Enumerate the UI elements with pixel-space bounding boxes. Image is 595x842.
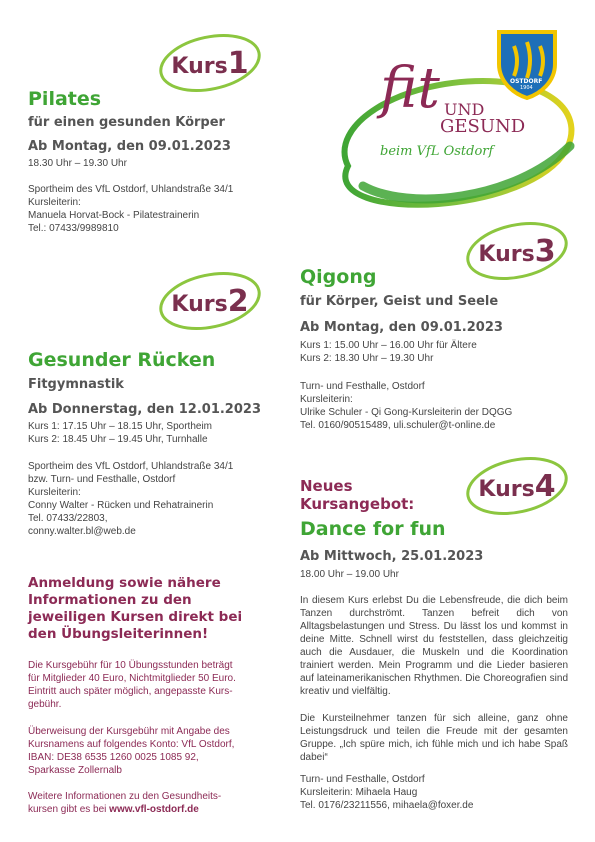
kurs2-time-2: Kurs 2: 18.45 Uhr – 19.45 Uhr, Turnhalle [28,434,208,445]
kurs4-description-2: Die Kursteilnehmer tanzen für sich alleine, ganz ohne Leistungsdruck und teilen die Freude mit der gesamten Gruppe. „Ich spüre mich, ich fühle mich und ich habe Spaß dabei“ [300,713,568,763]
kurs1-badge-num: 1 [227,46,249,81]
kurs1-location: Sportheim des VfL Ostdorf, Uhlandstraße 34/1 [28,184,234,195]
kurs4-details [300,773,473,812]
anmeldung-heading-3: jeweiligen Kursen direkt bei [28,609,243,625]
kurs2-leader: Conny Walter - Rücken und Rehatrainerin [28,500,214,511]
kurs2-badge-word: Kurs [171,292,228,317]
kurs3-badge-word: Kurs [478,242,535,267]
kurs3-badge [462,220,572,282]
kurs3-badge-num: 3 [534,234,556,269]
transfer-line-3: IBAN: DE38 6535 1260 0025 1085 92, [28,752,199,763]
kurs4-location: Turn- und Festhalle, Ostdorf [300,774,425,785]
logo-fit: fit [380,56,440,121]
kurs4-neues-line-1: Neues [300,477,353,495]
kurs2-location: Sportheim des VfL Ostdorf, Uhlandstraße 34/1 [28,461,234,472]
anmeldung-heading-2: Informationen zu den [28,592,192,608]
transfer-line-1: Überweisung der Kursgebühr mit Angabe des [28,726,230,737]
kurs3-details [300,380,512,432]
kurs1-times [28,157,127,170]
website-link[interactable]: www.vfl-ostdorf.de [109,804,199,815]
vfl-ostdorf-crest-icon [496,28,558,100]
more-prefix: kursen gibt es bei [28,804,110,815]
kurs4-time: 18.00 Uhr – 19.00 Uhr [300,569,399,580]
kurs3-leader-label: Kursleiterin: [300,394,353,405]
kurs1-title: Pilates [28,88,102,110]
kurs2-date: Ab Donnerstag, den 12.01.2023 [28,402,261,417]
kurs4-neues [300,477,414,513]
logo-und: UND [444,100,485,119]
kurs3-subtitle: für Körper, Geist und Seele [300,294,499,309]
crest-text: OSTDORF [510,78,543,85]
kurs2-title: Gesunder Rücken [28,349,216,371]
fees-line-4: gebühr. [28,699,62,710]
fees-line-2: für Mitglieder 40 Euro, Nichtmitglieder 50 Euro. [28,673,236,684]
fees-line-1: Die Kursgebühr für 10 Übungsstunden beträgt [28,660,233,671]
anmeldung-heading-4: den Übungsleiterinnen! [28,626,209,642]
anmeldung-heading [28,575,242,643]
anmeldung-fees [28,659,236,711]
kurs2-subtitle: Fitgymnastik [28,377,124,392]
kurs1-phone: Tel.: 07433/9989810 [28,223,119,234]
kurs2-times [28,420,212,446]
kurs4-badge-word: Kurs [478,477,535,502]
kurs3-location: Turn- und Festhalle, Ostdorf [300,381,425,392]
kurs1-time: 18.30 Uhr – 19.30 Uhr [28,158,127,169]
crest-year: 1904 [520,85,533,91]
kurs2-time-1: Kurs 1: 17.15 Uhr – 18.15 Uhr, Sportheim [28,421,212,432]
kurs2-leader-label: Kursleiterin: [28,487,81,498]
kurs4-title: Dance for fun [300,518,446,540]
fit-und-gesund-logo [308,26,588,216]
anmeldung-transfer [28,725,234,777]
fees-line-3: Eintritt auch später möglich, angepasste Kurs- [28,686,233,697]
more-line-2 [28,803,221,816]
kurs3-time-2: Kurs 2: 18.30 Uhr – 19.30 Uhr [300,353,434,364]
kurs4-phone: Tel. 0176/23211556, mihaela@foxer.de [300,800,474,811]
kurs4-neues-line-2: Kursangebot: [300,495,415,513]
kurs4-badge [462,455,572,517]
kurs3-times [300,339,477,365]
kurs1-details [28,183,233,235]
kurs4-date: Ab Mittwoch, 25.01.2023 [300,549,484,564]
kurs3-leader: Ulrike Schuler - Qi Gong-Kursleiterin der DQGG [300,407,513,418]
kurs1-date: Ab Montag, den 09.01.2023 [28,139,231,154]
kurs1-badge-word: Kurs [171,54,228,79]
anmeldung-heading-1: Anmeldung sowie nähere [28,575,221,591]
kurs1-badge [155,32,265,94]
kurs4-times [300,568,399,581]
transfer-line-4: Sparkasse Zollernalb [28,765,122,776]
logo-beim: beim VfL Ostdorf [380,144,494,159]
kurs3-phone: Tel. 0160/90515489, uli.schuler@t-online.de [300,420,496,431]
kurs3-date: Ab Montag, den 09.01.2023 [300,320,503,335]
kurs2-phone: Tel. 07433/22803, [28,513,108,524]
anmeldung-more [28,790,221,816]
kurs2-location-2: bzw. Turn- und Festhalle, Ostdorf [28,474,176,485]
kurs4-badge-num: 4 [534,469,556,504]
kurs2-email: conny.walter.bl@web.de [28,526,136,537]
kurs1-leader-label: Kursleiterin: [28,197,81,208]
kurs1-leader: Manuela Horvat-Bock - Pilatestrainerin [28,210,200,221]
kurs2-badge-num: 2 [227,284,249,319]
more-line-1: Weitere Informationen zu den Gesundheits- [28,791,222,802]
kurs3-time-1: Kurs 1: 15.00 Uhr – 16.00 Uhr für Ältere [300,340,477,351]
kurs2-details [28,460,233,538]
kurs4-leader: Kursleiterin: Mihaela Haug [300,787,418,798]
kurs4-description: In diesem Kurs erlebst Du die Lebensfreude, die dich beim Tanzen durchströmt. Tanzen befreit dich von Alltagsbelastungen und Stress. Du lässt los und kommst in deine Mitte. Schnell wirst du feststellen, dass gleichzeitig auch die Ausdauer, die Muskeln und die Koordination trainiert werden. Mein Programm und die Lieder basieren auf lateinamerikanischen Rhythmen. Die Choreografien sind kreativ und vielfältig. [300,595,568,697]
kurs1-subtitle: für einen gesunden Körper [28,115,225,130]
transfer-line-2: Kursnamens auf folgendes Konto: VfL Ostdorf, [28,739,235,750]
kurs3-title: Qigong [300,266,377,288]
kurs2-badge [155,270,265,332]
logo-gesund: GESUND [440,116,526,137]
